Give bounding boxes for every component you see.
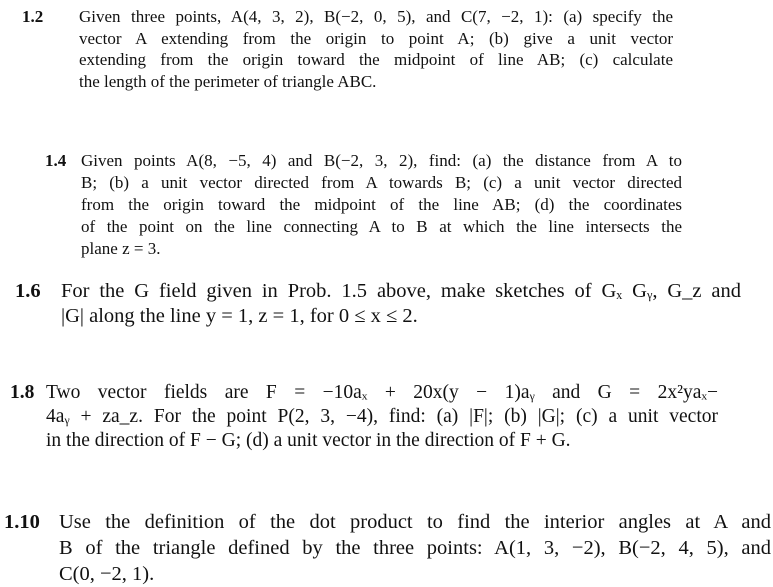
problem-text <box>61 279 741 329</box>
problem-number: 1.8 <box>10 382 35 403</box>
text-line: |G| along the line y = 1, z = 1, for 0 ≤ x ≤ 2. <box>61 305 418 327</box>
problem-text <box>46 381 718 453</box>
text-line: B; (b) a unit vector directed from A towards B; (c) a unit vector directed <box>81 173 682 192</box>
text-line: plane z = 3. <box>81 239 161 258</box>
problem-text <box>59 509 771 587</box>
problem-text <box>81 150 682 260</box>
problem-number: 1.2 <box>22 7 44 26</box>
text-line: Given points A(8, −5, 4) and B(−2, 3, 2), find: (a) the distance from A to <box>81 151 682 170</box>
text-line: For the G field given in Prob. 1.5 above, make sketches of Gₓ Gᵧ, G_z and <box>61 280 741 302</box>
text-line: in the direction of F − G; (d) a unit vector in the direction of F + G. <box>46 430 571 451</box>
text-line: Use the definition of the dot product to find the interior angles at A and <box>59 511 771 533</box>
text-line: vector A extending from the origin to point A; (b) give a unit vector <box>79 28 673 48</box>
text-line: Two vector fields are F = −10aₓ + 20x(y − 1)aᵧ and G = 2x²yaₓ− <box>46 382 718 403</box>
text-line: the length of the perimeter of triangle ABC. <box>79 71 377 91</box>
problem-number: 1.10 <box>4 511 40 533</box>
text-line: 4aᵧ + za_z. For the point P(2, 3, −4), find: (a) |F|; (b) |G|; (c) a unit vector <box>46 406 718 427</box>
text-line: extending from the origin toward the midpoint of line AB; (c) calculate <box>79 50 673 69</box>
text-line: of the point on the line connecting A to B at which the line intersects the <box>81 217 682 236</box>
text-line: from the origin toward the midpoint of the line AB; (d) the coordinates <box>81 195 682 214</box>
problem-text <box>79 6 673 92</box>
text-line: Given three points, A(4, 3, 2), B(−2, 0, 5), and C(7, −2, 1): (a) specify the <box>79 7 673 26</box>
text-line: B of the triangle defined by the three points: A(1, 3, −2), B(−2, 4, 5), and <box>59 537 771 559</box>
problem-number: 1.4 <box>45 151 67 170</box>
text-line: C(0, −2, 1). <box>59 563 155 585</box>
problem-number: 1.6 <box>15 280 41 302</box>
